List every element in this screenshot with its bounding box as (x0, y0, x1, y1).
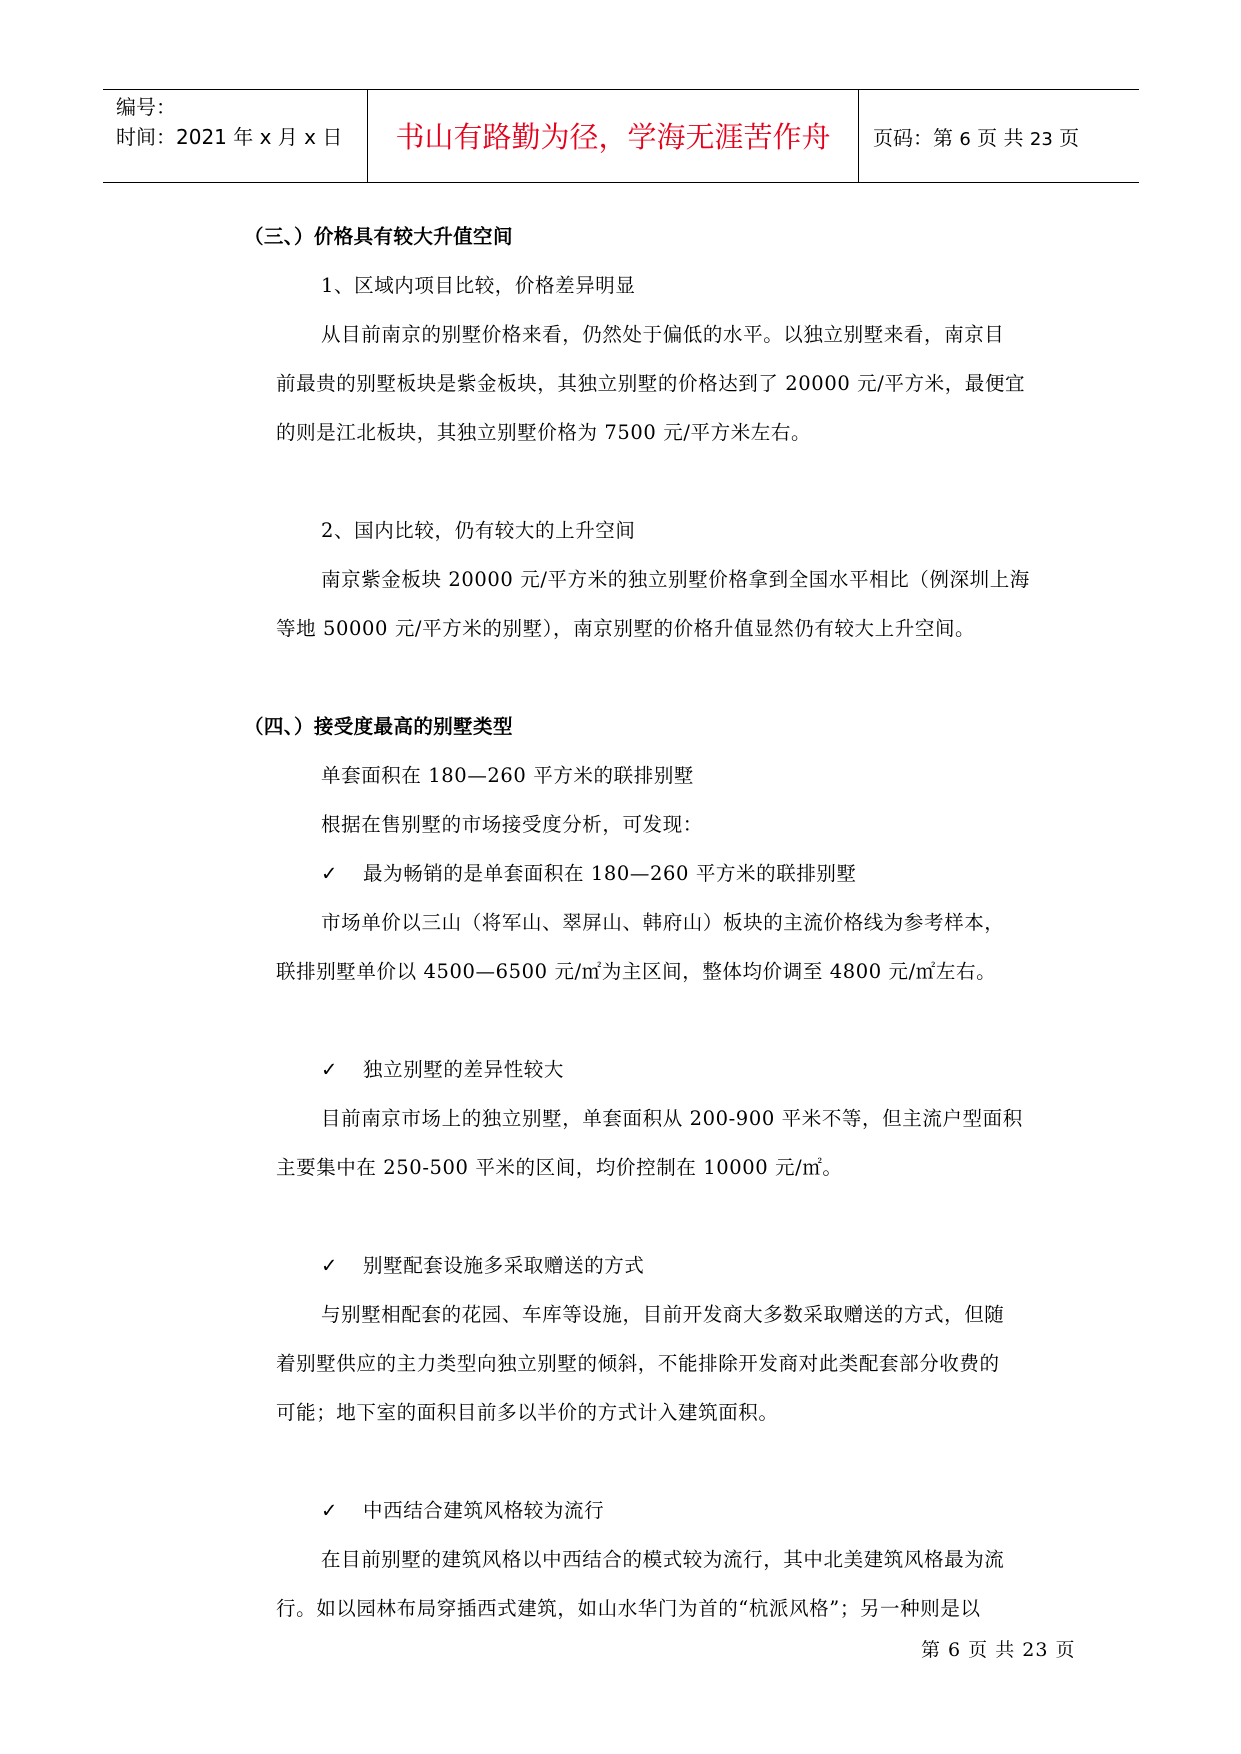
page-suffix: 页 (1059, 126, 1080, 150)
check-icon: ✓ (321, 1058, 338, 1081)
check-icon: ✓ (321, 862, 338, 885)
item-title-1: 1、区域内项目比较，价格差异明显 (321, 274, 636, 297)
paragraph-line: 与别墅相配套的花园、车库等设施，目前开发商大多数采取赠送的方式，但随 (321, 1303, 1005, 1326)
paragraph-line: 目前南京市场上的独立别墅，单套面积从 200-900 平米不等，但主流户型面积 (321, 1107, 1023, 1130)
paragraph-line: 前最贵的别墅板块是紫金板块，其独立别墅的价格达到了 20000 元/平方米，最便宜 (276, 372, 1026, 395)
paragraph-line: 行。如以园林布局穿插西式建筑，如山水华门为首的“杭派风格”；另一种则是以 (276, 1597, 981, 1620)
bullet-item (321, 1496, 604, 1526)
header-motto: 书山有路勤为径，学海无涯苦作舟 (395, 120, 831, 154)
paragraph-line: 等地 50000 元/平方米的别墅），南京别墅的价格升值显然仍有较大上升空间。 (276, 617, 976, 640)
bullet-text: 最为畅销的是单套面积在 180—260 平方米的联排别墅 (363, 862, 857, 885)
page-middle: 页 共 (977, 126, 1024, 150)
header-page-info (873, 123, 1079, 155)
page-current: 6 (959, 129, 971, 150)
section-heading-3: （三、）价格具有较大升值空间 (244, 225, 513, 248)
paragraph-line: 从目前南京的别墅价格来看，仍然处于偏低的水平。以独立别墅来看，南京目 (321, 323, 1005, 346)
time-label: 时间：2021 年 x 月 x 日 (116, 125, 343, 149)
bullet-text: 别墅配套设施多采取赠送的方式 (363, 1254, 645, 1277)
header-divider-right (858, 90, 859, 183)
paragraph-line: 主要集中在 250-500 平米的区间，均价控制在 10000 元/㎡。 (276, 1156, 843, 1179)
paragraph-line: 南京紫金板块 20000 元/平方米的独立别墅价格拿到全国水平相比（例深圳上海 (321, 568, 1030, 591)
header-meta (116, 92, 342, 152)
check-icon: ✓ (321, 1254, 338, 1277)
bullet-item (321, 859, 857, 889)
paragraph-line: 单套面积在 180—260 平方米的联排别墅 (321, 764, 695, 787)
bullet-text: 中西结合建筑风格较为流行 (363, 1499, 605, 1522)
code-label: 编号： (116, 95, 176, 119)
header-bottom-rule (103, 182, 1139, 183)
paragraph-line: 在目前别墅的建筑风格以中西结合的模式较为流行，其中北美建筑风格最为流 (321, 1548, 1005, 1571)
header-top-rule (103, 89, 1139, 90)
paragraph-line: 联排别墅单价以 4500—6500 元/㎡为主区间，整体均价调至 4800 元/㎡左右。 (276, 960, 997, 983)
item-title-2: 2、国内比较，仍有较大的上升空间 (321, 519, 636, 542)
page-footer: 第 6 页 共 23 页 (921, 1639, 1076, 1661)
check-icon: ✓ (321, 1499, 338, 1522)
paragraph-line: 的则是江北板块，其独立别墅价格为 7500 元/平方米左右。 (276, 421, 812, 444)
section-heading-4: （四、）接受度最高的别墅类型 (244, 715, 513, 738)
paragraph-line: 根据在售别墅的市场接受度分析，可发现： (321, 813, 703, 836)
bullet-item (321, 1251, 644, 1281)
bullet-item (321, 1055, 564, 1085)
page-total: 23 (1029, 129, 1053, 150)
paragraph-line: 市场单价以三山（将军山、翠屏山、韩府山）板块的主流价格线为参考样本， (321, 911, 1005, 934)
bullet-text: 独立别墅的差异性较大 (363, 1058, 565, 1081)
paragraph-line: 可能；地下室的面积目前多以半价的方式计入建筑面积。 (276, 1401, 779, 1424)
paragraph-line: 着别墅供应的主力类型向独立别墅的倾斜，不能排除开发商对此类配套部分收费的 (276, 1352, 1000, 1375)
page-prefix: 页码：第 (873, 126, 953, 150)
